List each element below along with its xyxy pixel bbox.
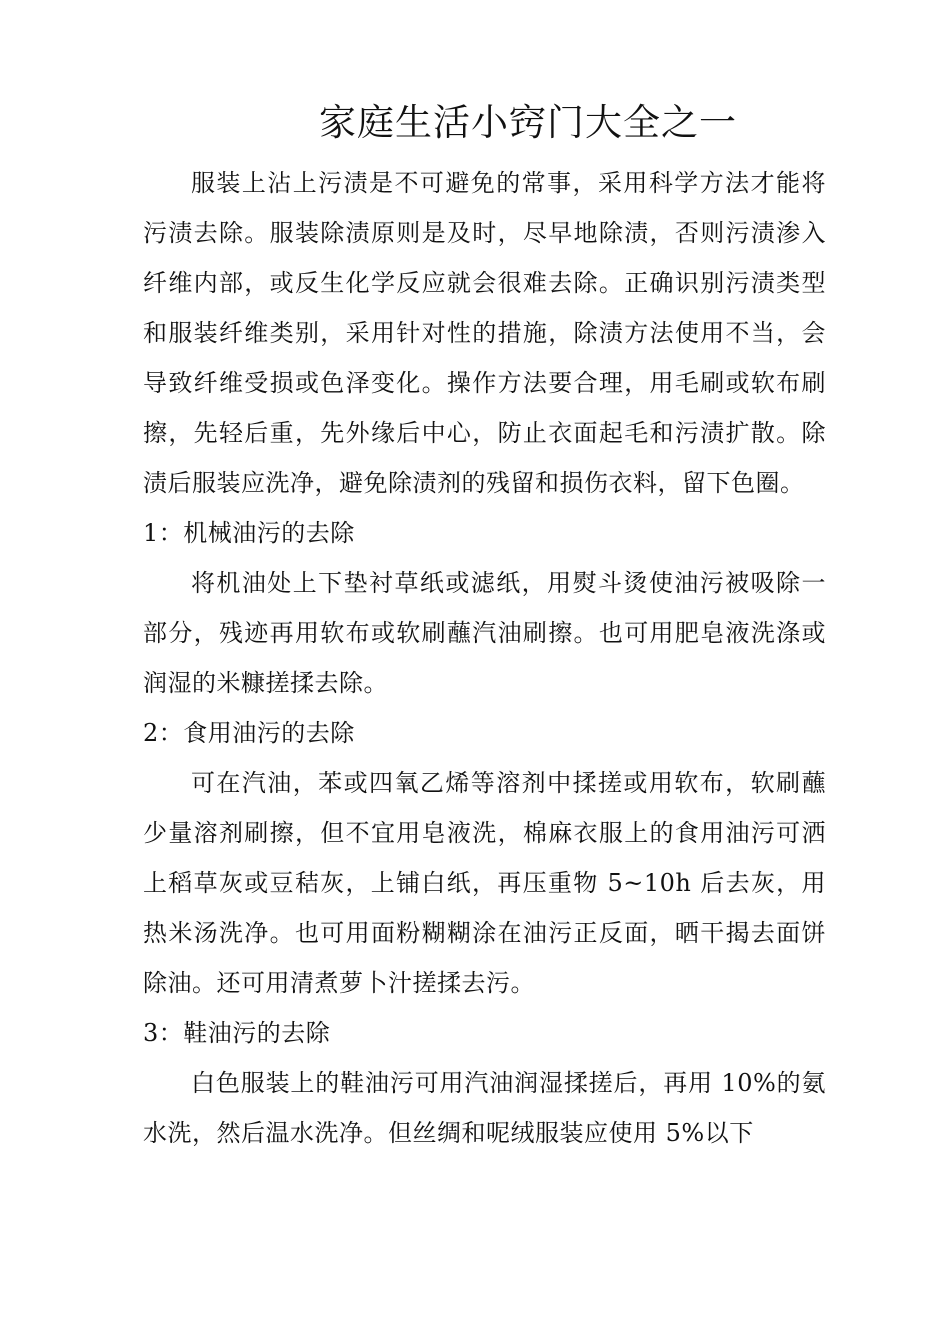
- section-body-1: 将机油处上下垫衬草纸或滤纸，用熨斗烫使油污被吸除一部分，残迹再用软布或软刷蘸汽油刷擦。也可用肥皂液洗涤或润湿的米糠搓揉去除。: [143, 569, 826, 697]
- section-heading-2: 2：食用油污的去除: [143, 719, 355, 747]
- section-heading-3: 3：鞋油污的去除: [143, 1019, 331, 1047]
- section-heading-1: 1：机械油污的去除: [143, 519, 355, 547]
- section-body-2: 可在汽油，苯或四氧乙烯等溶剂中揉搓或用软布，软刷蘸少量溶剂刷擦，但不宜用皂液洗，棉麻衣服上的食用油污可洒上稻草灰或豆秸灰，上铺白纸，再压重物 5~10h 后去灰，用热米汤洗净。也可用面粉糊糊涂在油污正反面，晒干揭去面饼除油。还可用清煮萝卜汁搓揉去污。: [143, 769, 826, 997]
- intro-paragraph: 服装上沾上污渍是不可避免的常事，采用科学方法才能将污渍去除。服装除渍原则是及时，尽早地除渍，否则污渍渗入纤维内部，或反生化学反应就会很难去除。正确识别污渍类型和服装纤维类别，采用针对性的措施，除渍方法使用不当，会导致纤维受损或色泽变化。操作方法要合理，用毛刷或软布刷擦，先轻后重，先外缘后中心，防止衣面起毛和污渍扩散。除渍后服装应洗净，避免除渍剂的残留和损伤衣料，留下色圈。: [143, 169, 826, 497]
- section-body-3: 白色服装上的鞋油污可用汽油润湿揉搓后，再用 10%的氨水洗，然后温水洗净。但丝绸和呢绒服装应使用 5%以下: [143, 1069, 826, 1147]
- document-body: [143, 158, 826, 1158]
- document-title: 家庭生活小窍门大全之一: [319, 101, 737, 144]
